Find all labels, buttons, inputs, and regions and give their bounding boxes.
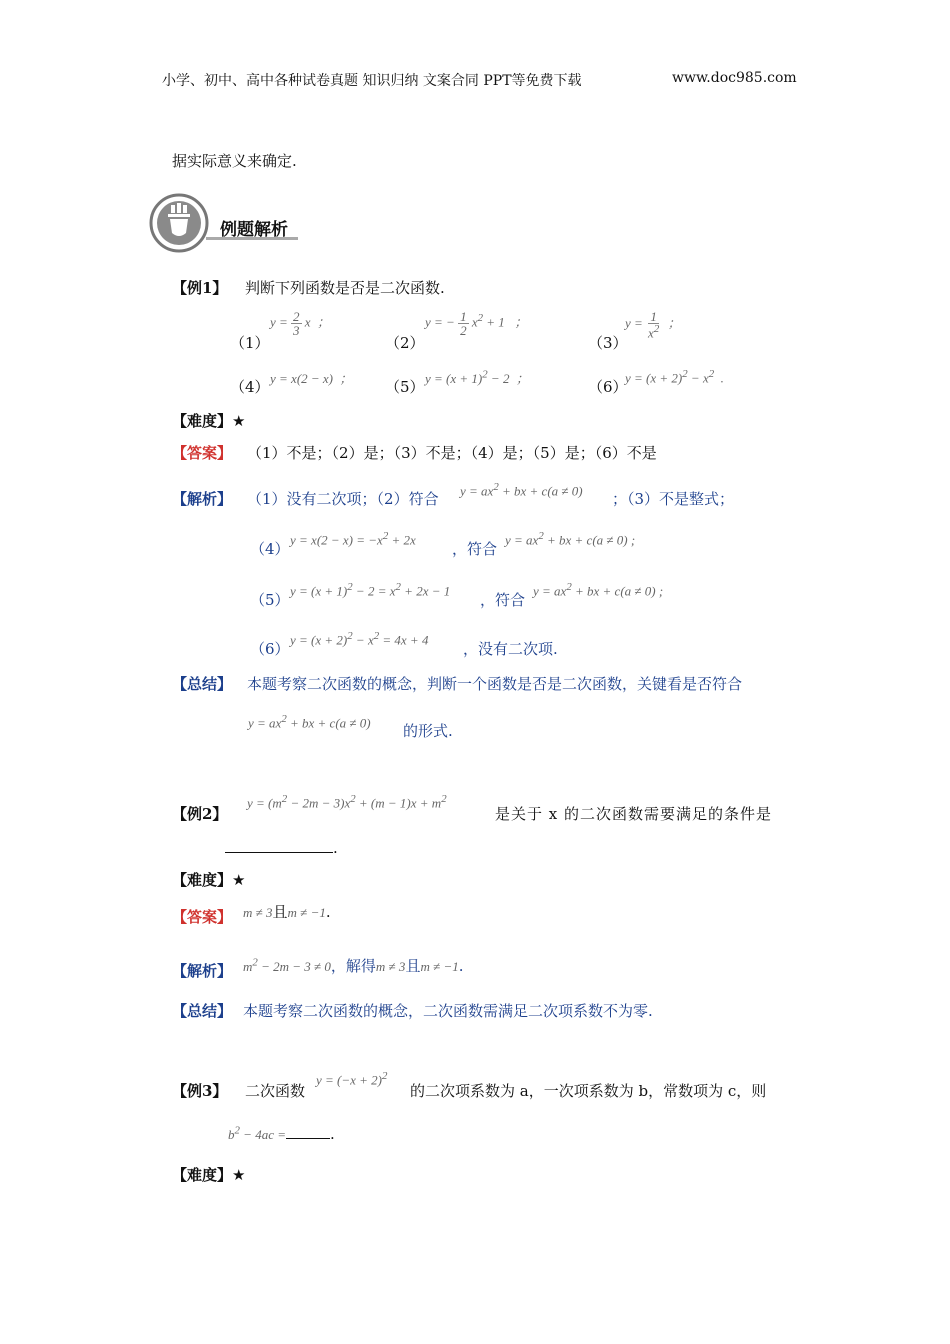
ex1-summary-formula: $y = ax^2$ + bx + c(a ≠ 0) (248, 713, 371, 731)
ex1-answer: （1）不是；（2）是；（3）不是；（4）是；（5）是；（6）不是 (247, 444, 657, 462)
ex2-label: 【例2】 (172, 805, 228, 823)
ex1-answer-label: 【答案】 (172, 444, 233, 462)
ex1-item-2-label: （2） (385, 334, 425, 352)
ex2-answer-end: . (325, 903, 331, 921)
header-site-link[interactable]: www.doc985.com (672, 70, 797, 86)
ex1-summary: 本题考察二次函数的概念，判断一个函数是否是二次函数，关键看是否符合 (247, 675, 743, 693)
ex3-text-a: 二次函数 (245, 1082, 306, 1100)
ex1-difficulty-stars: ★ (232, 412, 246, 430)
ex1-item-5-formula: $y = (x + 1)^2 - 2$ ； (425, 368, 529, 386)
ex1-item-3-label: （3） (588, 334, 628, 352)
intro-tail-text: 据实际意义来确定. (172, 152, 297, 170)
ex2-period: . (333, 839, 338, 857)
ex3-difficulty-label: 【难度】 (172, 1166, 233, 1184)
section-banner (148, 193, 308, 253)
ex2-analysis-mid: ，解得 (330, 957, 376, 975)
ex1-item-2-formula: y = − $\frac{1}{2}$ $x^2 + 1$ ； (425, 309, 528, 338)
ex1-difficulty-label: 【难度】 (172, 412, 233, 430)
ex2-difficulty-label: 【难度】 (172, 871, 233, 889)
ex3-formula: $y = (-x + 2)^2$ (316, 1070, 388, 1088)
ex3-answer-blank[interactable] (286, 1124, 330, 1139)
ex1-summary-label: 【总结】 (172, 675, 233, 693)
ex1-item-6-label: （6） (588, 378, 628, 396)
ex3-period: . (330, 1125, 335, 1143)
ex3-label: 【例3】 (172, 1082, 228, 1100)
ex2-analysis-label: 【解析】 (172, 962, 233, 980)
ex2-answer-and: 且 (272, 903, 288, 921)
ex2-summary: 本题考察二次函数的概念，二次函数需满足二次项系数不为零. (243, 1002, 653, 1020)
ex1-analysis-line3b: ，符合 (480, 591, 526, 609)
ex1-difficulty (172, 410, 245, 431)
ex2-answer: m ≠ 3且m ≠ −1. (243, 903, 331, 921)
ex3-text-b: 的二次项系数为 a，一次项系数为 b，常数项为 c，则 (410, 1082, 767, 1100)
ex1-analysis-formula-4b: $y = ax^2$ + bx + c(a ≠ 0) ; (505, 530, 636, 548)
ex2-analysis: $m^2 - 2m - 3 \ne 0$，解得m ≠ 3且m ≠ −1. (243, 956, 464, 975)
ex1-analysis-formula-5b: $y = ax^2$ + bx + c(a ≠ 0) ; (533, 581, 664, 599)
ex1-analysis-line3a: （5） (250, 591, 290, 609)
ex1-analysis-line1b: ；（3）不是整式； (612, 490, 735, 508)
ex1-label: 【例1】 (172, 279, 228, 297)
ex1-analysis-line1a: （1）没有二次项；（2）符合 (247, 490, 439, 508)
ex2-formula: $y = (m^2 - 2m - 3)x^2 + (m - 1)x + m^2$ (247, 793, 447, 811)
ex2-answer-label: 【答案】 (172, 908, 233, 926)
section-title: 例题解析 (220, 220, 288, 240)
ex1-analysis-formula-5: $y = (x + 1)^2 - 2 = x^2 + 2x - 1$ (290, 581, 451, 599)
ex3-difficulty-stars: ★ (232, 1166, 246, 1184)
ex1-item-1-formula: y = $\frac{2}{3}$ x ； (270, 309, 331, 338)
ex1-analysis-formula-1: $y = ax^2$ + bx + c(a ≠ 0) (460, 481, 583, 499)
ex1-analysis-line2a: （4） (250, 540, 290, 558)
ex2-text: 是关于 x 的二次函数需要满足的条件是 (495, 805, 772, 823)
ex1-item-6-formula: $y = (x + 2)^2 - x^2$ . (625, 368, 724, 386)
ex1-analysis-line2b: ，符合 (452, 540, 498, 558)
ex2-analysis-end: . (458, 957, 464, 975)
ex1-item-4-label: （4） (230, 378, 270, 396)
ex2-summary-label: 【总结】 (172, 1002, 233, 1020)
ex1-item-1-label: （1） (230, 334, 270, 352)
ex1-analysis-formula-6: $y = (x + 2)^2 - x^2 = 4x + 4$ (290, 630, 429, 648)
ex1-analysis-line4b: ，没有二次项. (463, 640, 558, 658)
ex1-analysis-line4a: （6） (250, 640, 290, 658)
ex1-item-5-label: （5） (385, 378, 425, 396)
ex2-answer-blank[interactable] (225, 836, 338, 857)
ex1-question: 判断下列函数是否是二次函数. (245, 279, 445, 297)
ex1-item-3-formula: y = $\frac{1}{x^2}$ ； (625, 309, 681, 341)
ex3-difficulty (172, 1164, 245, 1185)
ex1-analysis-label: 【解析】 (172, 490, 233, 508)
header-ad-text: 小学、初中、高中各种试卷真题 知识归纳 文案合同 PPT等免费下载 (162, 73, 582, 89)
ex2-difficulty (172, 869, 245, 890)
ex2-difficulty-stars: ★ (232, 871, 246, 889)
ex1-item-4-formula: y = x(2 − x) ； (270, 371, 353, 386)
ex1-summary-tail: 的形式. (403, 722, 453, 740)
ex3-question-line: $b^2 - 4ac$ = . (228, 1124, 335, 1143)
ex1-analysis-formula-4: $y = x(2 - x) = -x^2 + 2x$ (290, 530, 416, 548)
ex2-analysis-and: 且 (405, 957, 421, 975)
